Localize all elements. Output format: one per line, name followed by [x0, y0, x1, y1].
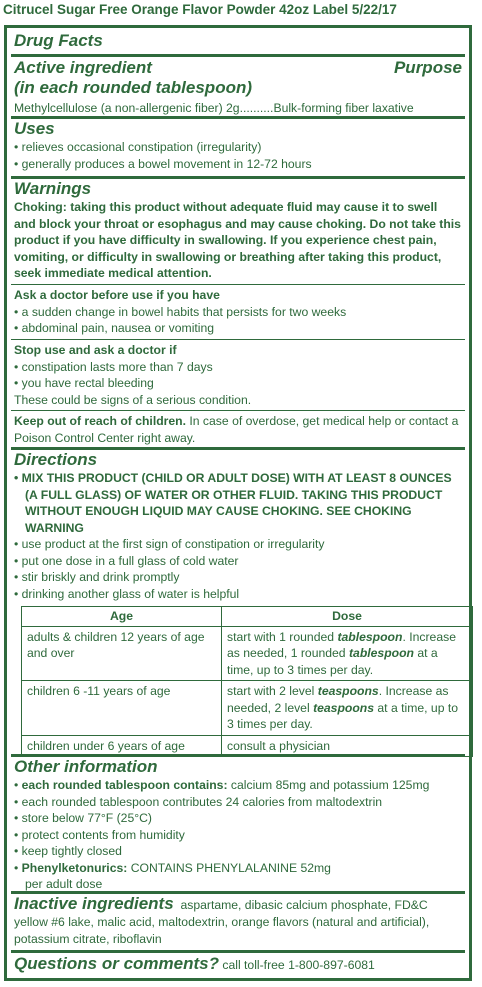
inactive-heading: Inactive ingredients — [14, 894, 174, 913]
directions-item: • stir briskly and drink promptly — [14, 570, 180, 584]
directions-item: • put one dose in a full glass of cold water — [14, 553, 239, 568]
other-info-item: • protect contents from humidity — [14, 827, 185, 842]
inactive-section — [14, 894, 462, 947]
warnings-section — [14, 179, 462, 282]
directions-item: • drinking another glass of water is helpful — [14, 586, 240, 601]
label-header: Citrucel Sugar Free Orange Flavor Powder 42oz Label 5/22/17 — [3, 2, 397, 17]
uses-item: • generally produces a bowel movement in 12-72 hours — [14, 156, 312, 171]
divider — [11, 950, 465, 953]
ask-doctor-section — [14, 287, 462, 337]
stop-use-heading: Stop use and ask a doctor if — [14, 343, 177, 357]
stop-use-section — [14, 342, 462, 408]
purpose-heading: Purpose — [393, 58, 462, 77]
ask-doctor-item: • a sudden change in bowel habits that persists for two weeks — [14, 304, 347, 319]
table-row — [22, 626, 473, 681]
other-info-heading: Other information — [14, 757, 158, 776]
dose-cell: consult a physician — [222, 735, 473, 757]
other-info-item: • store below 77°F (25°C) — [14, 811, 152, 825]
dose-cell: start with 2 level teaspoons. Increase as needed, 2 level teaspoons at a time, up to 3 times per day. — [222, 681, 473, 736]
ask-doctor-item: • abdominal pain, nausea or vomiting — [14, 321, 215, 335]
age-cell: children under 6 years of age — [22, 735, 222, 757]
pku-item: • Phenylketonurics: CONTAINS PHENYLALANINE 52mg per adult dose — [14, 860, 331, 891]
active-ingredient-subheading: (in each rounded tablespoon) — [14, 78, 253, 97]
questions-heading: Questions or comments? — [14, 954, 219, 973]
dosage-table — [21, 606, 473, 757]
divider — [11, 284, 465, 285]
drug-facts-panel — [4, 25, 472, 981]
keep-out-bold: Keep out of reach of children. — [14, 414, 186, 428]
mix-warning: • MIX THIS PRODUCT (CHILD OR ADULT DOSE) WITH AT LEAST 8 OUNCES (A FULL GLASS) OF WATER OR OTHER FLUID. TAKING THIS PRODUCT WITHOUT ENOUGH LIQUID MAY CAUSE CHOKING. SEE CHOKING WARNING — [14, 471, 452, 535]
stop-use-item: • you have rectal bleeding — [14, 376, 154, 390]
keep-out-text: In case of overdose, get medical help or contact a Poison Control Center right away. — [14, 414, 459, 445]
divider — [11, 410, 465, 411]
questions-text: call toll-free 1-800-897-6081 — [222, 958, 375, 972]
divider — [11, 54, 465, 57]
age-cell: adults & children 12 years of age and over — [22, 626, 222, 681]
table-header-age: Age — [22, 607, 222, 627]
directions-heading: Directions — [14, 450, 98, 469]
other-info-section — [14, 757, 462, 893]
inactive-text: aspartame, dibasic calcium phosphate, FD&C yellow #6 lake, malic acid, maltodextrin, orange flavors (natural and artificial), potassium citrate, riboflavin — [14, 898, 430, 946]
questions-section — [14, 954, 462, 974]
warnings-heading: Warnings — [14, 179, 92, 198]
other-info-item: • each rounded tablespoon contains: calcium 85mg and potassium 125mg — [14, 778, 430, 792]
stop-use-item: • constipation lasts more than 7 days — [14, 359, 213, 374]
table-header-dose: Dose — [222, 607, 473, 627]
other-info-item: • keep tightly closed — [14, 844, 122, 858]
divider — [11, 339, 465, 340]
table-row — [22, 681, 473, 736]
dose-cell: start with 1 rounded tablespoon. Increase as needed, 1 rounded tablespoon at a time, up to 3 times per day. — [222, 626, 473, 681]
choking-warning: Choking: taking this product without adequate fluid may cause it to swell and block your throat or esophagus and may cause choking. Do not take this product if you have difficulty in swallowing. If you experience chest pain, vomiting, or difficulty in swallowing or breathing after taking this product, seek immediate medical attention. — [14, 200, 461, 280]
ask-doctor-heading: Ask a doctor before use if you have — [14, 288, 220, 302]
directions-section — [14, 450, 462, 602]
uses-item: • relieves occasional constipation (irregularity) — [14, 140, 262, 154]
active-ingredient-section — [14, 58, 462, 117]
directions-item: • use product at the first sign of constipation or irregularity — [14, 537, 325, 551]
active-ingredient-line: Methylcellulose (a non-allergenic fiber) 2g..........Bulk-forming fiber laxative — [14, 101, 414, 115]
uses-heading: Uses — [14, 119, 55, 138]
stop-use-note: These could be signs of a serious condition. — [14, 392, 252, 407]
keep-out-section — [14, 413, 462, 446]
other-info-item: • each rounded tablespoon contributes 24 calories from maltodextrin — [14, 794, 383, 809]
uses-section — [14, 119, 462, 172]
drug-facts-title: Drug Facts — [14, 31, 103, 50]
age-cell: children 6 -11 years of age — [22, 681, 222, 736]
active-ingredient-heading: Active ingredient — [14, 58, 152, 77]
